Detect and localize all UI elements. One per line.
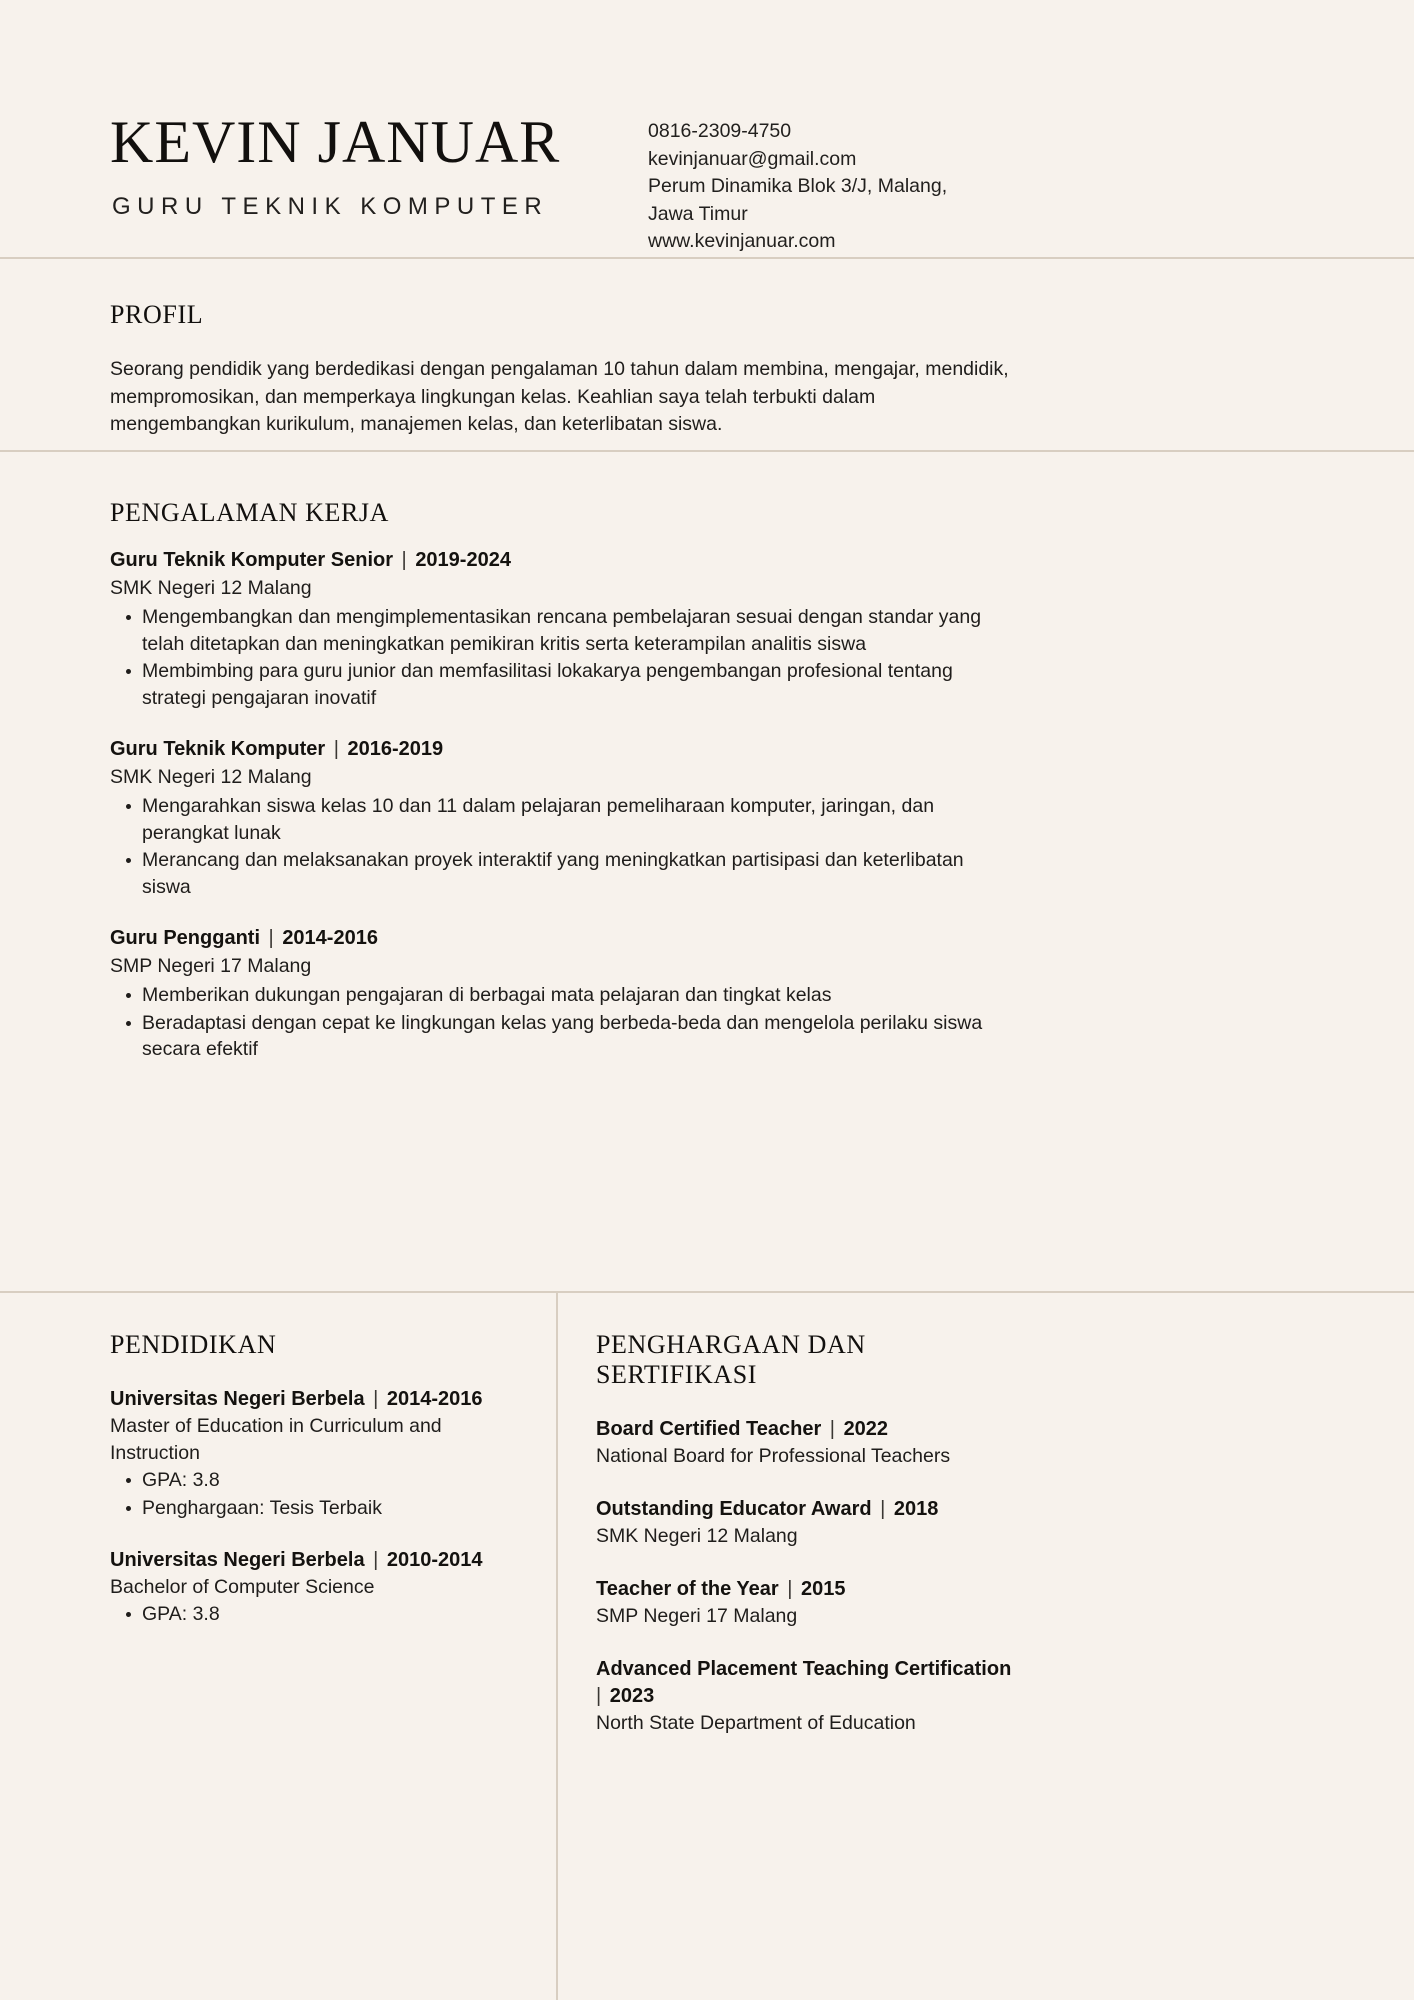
entry-dates: 2010-2014 [386, 1549, 483, 1571]
title-separator: | [328, 738, 345, 760]
list-item: Beradaptasi dengan cepat ke lingkungan kelas yang berbeda-beda dan mengelola perilaku siswa secara efektif [110, 1010, 1015, 1063]
job-title-text: Guru Teknik Komputer Senior [110, 549, 393, 571]
section-heading-education: PENDIDIKAN [110, 1330, 277, 1359]
job-bullets [110, 793, 1015, 900]
job-dates: 2014-2016 [282, 927, 378, 949]
education-bullets [110, 1601, 510, 1628]
education-bullets [110, 1467, 510, 1521]
contact-address-line1: Perum Dinamika Blok 3/J, Malang, [648, 175, 948, 197]
title-separator: | [396, 549, 413, 571]
section-awards [596, 1330, 1016, 1737]
education-entry [110, 1547, 510, 1628]
list-item: Mengarahkan siswa kelas 10 dan 11 dalam pelajaran pemeliharaan komputer, jaringan, dan perangkat lunak [110, 793, 1015, 846]
entry-title [596, 1416, 1016, 1443]
job-organization: SMP Negeri 17 Malang [110, 955, 312, 977]
section-heading-profile: PROFIL [110, 300, 204, 329]
section-heading-awards: PENGHARGAAN DAN SERTIFIKASI [596, 1330, 866, 1389]
entry-title [596, 1656, 1016, 1710]
award-issuer: North State Department of Education [596, 1712, 916, 1734]
job-title-text: Guru Pengganti [110, 927, 260, 949]
experience-entry [110, 924, 1015, 1063]
entry-title [596, 1496, 1016, 1523]
list-item: Membimbing para guru junior dan memfasilitasi lokakarya pengembangan profesional tentang strategi pengajaran inovatif [110, 658, 1015, 711]
job-title [110, 546, 1015, 574]
resume-header [0, 0, 1414, 258]
entry-title-text: Universitas Negeri Berbela [110, 1388, 365, 1410]
award-entry [596, 1416, 1016, 1470]
contact-email[interactable]: kevinjanuar@gmail.com [648, 147, 857, 170]
list-item: Memberikan dukungan pengajaran di berbagai mata pelajaran dan tingkat kelas [110, 982, 1015, 1009]
job-organization: SMK Negeri 12 Malang [110, 577, 312, 599]
divider-profile [0, 450, 1414, 452]
award-entry [596, 1576, 1016, 1630]
title-separator: | [781, 1578, 798, 1600]
experience-entry [110, 735, 1015, 900]
award-entry [596, 1656, 1016, 1737]
section-experience [110, 498, 1015, 1064]
entry-title [596, 1576, 1016, 1603]
award-issuer: National Board for Professional Teachers [596, 1445, 951, 1467]
job-title [110, 924, 1015, 952]
experience-list [110, 546, 1015, 1063]
divider-experience [0, 1291, 1414, 1293]
title-separator: | [367, 1549, 384, 1571]
list-item: Mengembangkan dan mengimplementasikan rencana pembelajaran sesuai dengan standar yang telah ditetapkan dan meningkatkan pemikiran kritis serta keterampilan analitis siswa [110, 604, 1015, 657]
page-title: KEVIN JANUAR [110, 109, 561, 175]
section-heading-experience: PENGALAMAN KERJA [110, 498, 389, 527]
job-title [110, 735, 1015, 763]
job-bullets [110, 604, 1015, 711]
title-separator: | [367, 1388, 384, 1410]
award-entry [596, 1496, 1016, 1550]
job-bullets [110, 982, 1015, 1063]
section-profile [110, 300, 1010, 439]
list-item: GPA: 3.8 [110, 1467, 510, 1494]
entry-dates: 2022 [843, 1418, 889, 1440]
entry-title-text: Teacher of the Year [596, 1578, 779, 1600]
entry-title-text: Outstanding Educator Award [596, 1498, 872, 1520]
entry-title-text: Advanced Placement Teaching Certification [596, 1658, 1012, 1680]
divider-header [0, 257, 1414, 259]
contact-address-line2: Jawa Timur [648, 202, 748, 225]
entry-title-text: Board Certified Teacher [596, 1418, 822, 1440]
list-item: Merancang dan melaksanakan proyek interaktif yang meningkatkan partisipasi dan keterlibatan siswa [110, 847, 1015, 900]
entry-dates: 2014-2016 [386, 1388, 483, 1410]
entry-dates: 2015 [801, 1578, 846, 1600]
experience-entry [110, 546, 1015, 711]
awards-list [596, 1416, 1016, 1737]
job-role-subtitle: GURU TEKNIK KOMPUTER [112, 193, 549, 220]
list-item: GPA: 3.8 [110, 1601, 510, 1628]
award-issuer: SMP Negeri 17 Malang [596, 1605, 798, 1627]
job-title-text: Guru Teknik Komputer [110, 738, 326, 760]
award-issuer: SMK Negeri 12 Malang [596, 1525, 798, 1547]
job-dates: 2019-2024 [415, 549, 511, 571]
section-education [110, 1330, 510, 1629]
job-organization: SMK Negeri 12 Malang [110, 766, 312, 788]
entry-title [110, 1386, 510, 1413]
job-dates: 2016-2019 [347, 738, 444, 760]
list-item: Penghargaan: Tesis Terbaik [110, 1495, 510, 1522]
divider-columns [556, 1292, 558, 2000]
education-list [110, 1386, 510, 1628]
title-separator: | [874, 1498, 891, 1520]
entry-title-text: Universitas Negeri Berbela [110, 1549, 365, 1571]
profile-text: Seorang pendidik yang berdedikasi dengan pengalaman 10 tahun dalam membina, mengajar, mendidik, mempromosikan, dan memperkaya lingkungan kelas. Keahlian saya telah terbukti dalam mengembangkan kurikulum, manajemen kelas, dan keterlibatan siswa. [110, 358, 1009, 435]
education-degree: Master of Education in Curriculum and Instruction [110, 1415, 442, 1464]
contact-phone[interactable]: 0816-2309-4750 [648, 120, 792, 142]
title-separator: | [596, 1685, 607, 1707]
entry-title [110, 1547, 510, 1574]
entry-dates: 2018 [893, 1498, 939, 1520]
education-degree: Bachelor of Computer Science [110, 1576, 375, 1598]
title-separator: | [824, 1418, 841, 1440]
title-separator: | [263, 927, 280, 949]
contact-block [648, 118, 947, 256]
education-entry [110, 1386, 510, 1521]
entry-dates: 2023 [609, 1685, 655, 1707]
contact-website[interactable]: www.kevinjanuar.com [648, 230, 836, 252]
